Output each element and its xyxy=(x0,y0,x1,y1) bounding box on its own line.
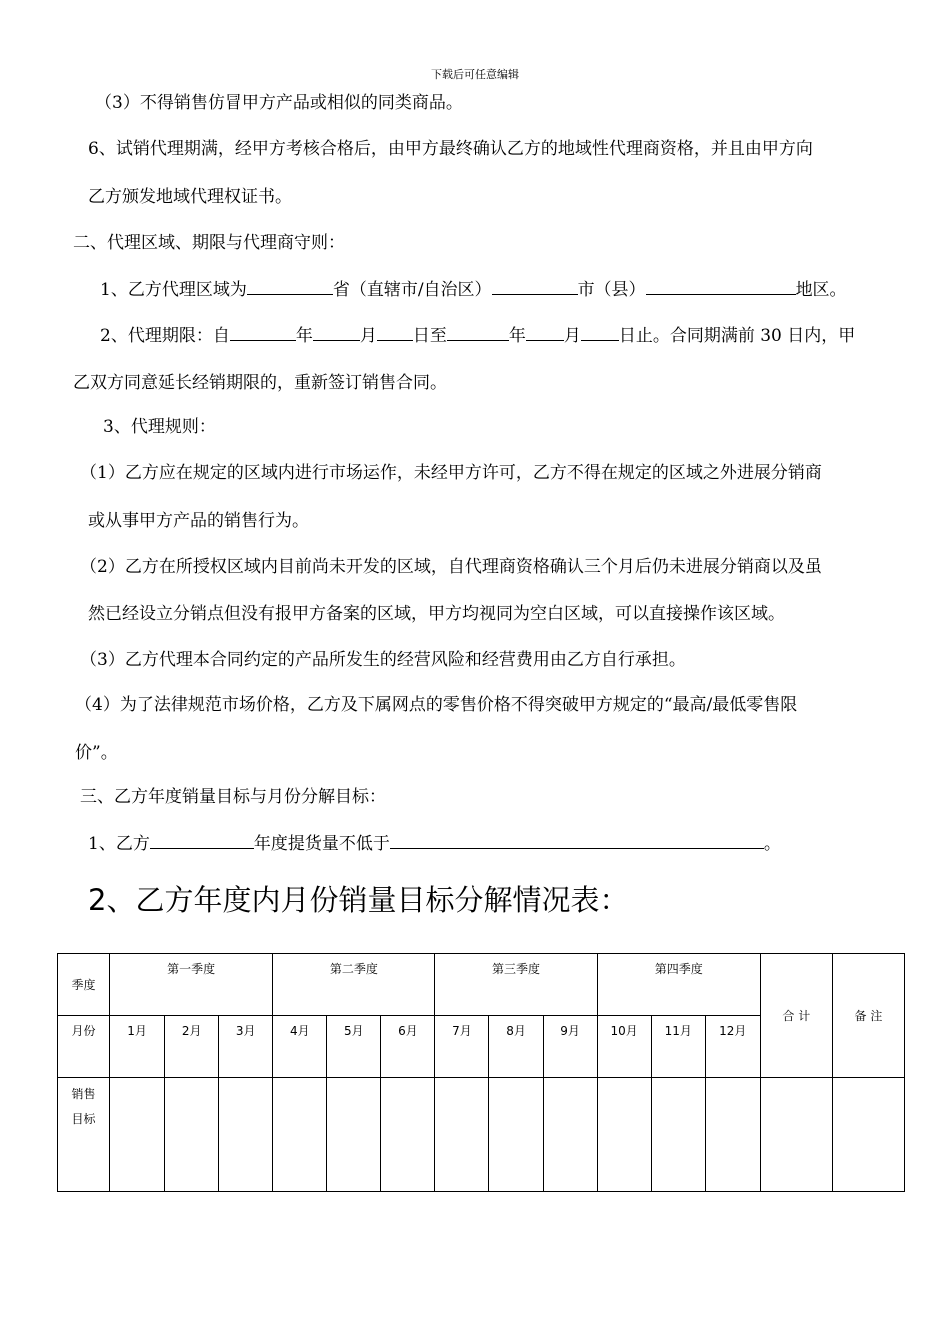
agency-region-line xyxy=(100,276,847,301)
month-row-label: 月份 xyxy=(58,1016,110,1078)
rule-3-line: （3）乙方代理本合同约定的产品所发生的经营风险和经营费用由乙方自行承担。 xyxy=(80,650,686,670)
month-header: 8月 xyxy=(489,1016,543,1078)
month-header: 3月 xyxy=(219,1016,273,1078)
city-blank[interactable] xyxy=(492,276,578,295)
page-header: 下载后可任意编辑 xyxy=(431,68,519,81)
city-label: 市（县） xyxy=(577,280,646,300)
annual-volume-label: 年度提货量不低于 xyxy=(253,834,390,854)
target-cell-m3[interactable] xyxy=(219,1078,273,1192)
quarter-2-header: 第二季度 xyxy=(273,954,435,1016)
month-header: 4月 xyxy=(273,1016,327,1078)
district-label: 地区。 xyxy=(795,280,847,300)
month-header: 10月 xyxy=(597,1016,651,1078)
day-to-label: 日至 xyxy=(412,326,447,346)
end-year-blank[interactable] xyxy=(447,322,509,341)
section-2-heading: 二、代理区域、期限与代理商守则： xyxy=(73,233,345,253)
quarter-1-header: 第一季度 xyxy=(110,954,273,1016)
month-header: 12月 xyxy=(705,1016,760,1078)
target-cell-m11[interactable] xyxy=(651,1078,705,1192)
start-year-blank[interactable] xyxy=(230,322,296,341)
rules-heading: 3、代理规则： xyxy=(103,417,216,437)
target-cell-m5[interactable] xyxy=(327,1078,381,1192)
month-header: 5月 xyxy=(327,1016,381,1078)
remark-header: 备 注 xyxy=(832,954,904,1078)
month-header: 2月 xyxy=(165,1016,219,1078)
year-label: 年 xyxy=(295,326,313,346)
monthly-sales-target-table xyxy=(57,953,905,1192)
month-header: 6月 xyxy=(381,1016,435,1078)
target-cell-m6[interactable] xyxy=(381,1078,435,1192)
section-3-heading: 三、乙方年度销量目标与月份分解目标： xyxy=(80,787,386,807)
clause-6-line-2: 乙方颁发地域代理权证书。 xyxy=(88,187,292,207)
quarter-4-header: 第四季度 xyxy=(597,954,760,1016)
rule-4-line-1: （4）为了法律规范市场价格，乙方及下属网点的零售价格不得突破甲方规定的“最高/最低零售限 xyxy=(75,695,798,715)
rule-1-line-2: 或从事甲方产品的销售行为。 xyxy=(88,511,309,531)
target-cell-m9[interactable] xyxy=(543,1078,597,1192)
clause-3-line: （3）不得销售仿冒甲方产品或相似的同类商品。 xyxy=(95,93,463,113)
annual-target-line xyxy=(88,830,781,855)
target-cell-m10[interactable] xyxy=(597,1078,651,1192)
agency-period-line-2: 乙双方同意延长经销期限的，重新签订销售合同。 xyxy=(73,373,447,393)
target-cell-m2[interactable] xyxy=(165,1078,219,1192)
target-label-line-1: 销售 xyxy=(71,1087,96,1101)
start-day-blank[interactable] xyxy=(377,322,413,341)
month-header: 11月 xyxy=(651,1016,705,1078)
rule-1-line-1: （1）乙方应在规定的区域内进行市场运作，未经甲方许可，乙方不得在规定的区域之外进展分销商 xyxy=(80,463,822,483)
annual-target-label: 1、乙方 xyxy=(88,834,150,854)
total-header: 合 计 xyxy=(760,954,832,1078)
agency-period-line xyxy=(100,322,855,347)
target-cell-m8[interactable] xyxy=(489,1078,543,1192)
year-label: 年 xyxy=(508,326,526,346)
month-label: 月 xyxy=(359,326,377,346)
month-label: 月 xyxy=(563,326,581,346)
rule-2-line-1: （2）乙方在所授权区域内目前尚未开发的区域，自代理商资格确认三个月后仍未进展分销商以及虽 xyxy=(80,557,822,577)
target-label-line-2: 目标 xyxy=(71,1112,96,1126)
district-blank[interactable] xyxy=(646,276,796,295)
quarter-3-header: 第三季度 xyxy=(435,954,597,1016)
month-header: 7月 xyxy=(435,1016,489,1078)
province-label: 省（直辖市/自治区） xyxy=(332,280,492,300)
period-end-label: 日止。合同期满前 30 日内，甲 xyxy=(618,326,856,346)
month-header: 1月 xyxy=(110,1016,165,1078)
end-month-blank[interactable] xyxy=(526,322,564,341)
target-cell-m1[interactable] xyxy=(110,1078,165,1192)
province-blank[interactable] xyxy=(247,276,333,295)
quarter-row-label: 季度 xyxy=(58,954,110,1016)
target-cell-m4[interactable] xyxy=(273,1078,327,1192)
period-label: 2、代理期限：自 xyxy=(100,326,230,346)
rule-2-line-2: 然已经设立分销点但没有报甲方备案的区域，甲方均视同为空白区域，可以直接操作该区域。 xyxy=(88,604,785,624)
volume-blank[interactable] xyxy=(390,830,764,849)
start-month-blank[interactable] xyxy=(313,322,360,341)
target-cell-m7[interactable] xyxy=(435,1078,489,1192)
table-title: 2、乙方年度内月份销量目标分解情况表： xyxy=(88,883,629,917)
rule-4-line-2: 价”。 xyxy=(75,743,118,763)
target-row-label xyxy=(58,1078,110,1192)
period-mark: 。 xyxy=(763,834,781,854)
target-cell-remark[interactable] xyxy=(832,1078,904,1192)
agency-region-label: 1、乙方代理区域为 xyxy=(100,280,247,300)
target-cell-m12[interactable] xyxy=(705,1078,760,1192)
end-day-blank[interactable] xyxy=(581,322,619,341)
clause-6-line-1: 6、试销代理期满，经甲方考核合格后，由甲方最终确认乙方的地域性代理商资格，并且由甲方向 xyxy=(88,139,813,159)
target-cell-total[interactable] xyxy=(760,1078,832,1192)
year-blank[interactable] xyxy=(150,830,254,849)
month-header: 9月 xyxy=(543,1016,597,1078)
